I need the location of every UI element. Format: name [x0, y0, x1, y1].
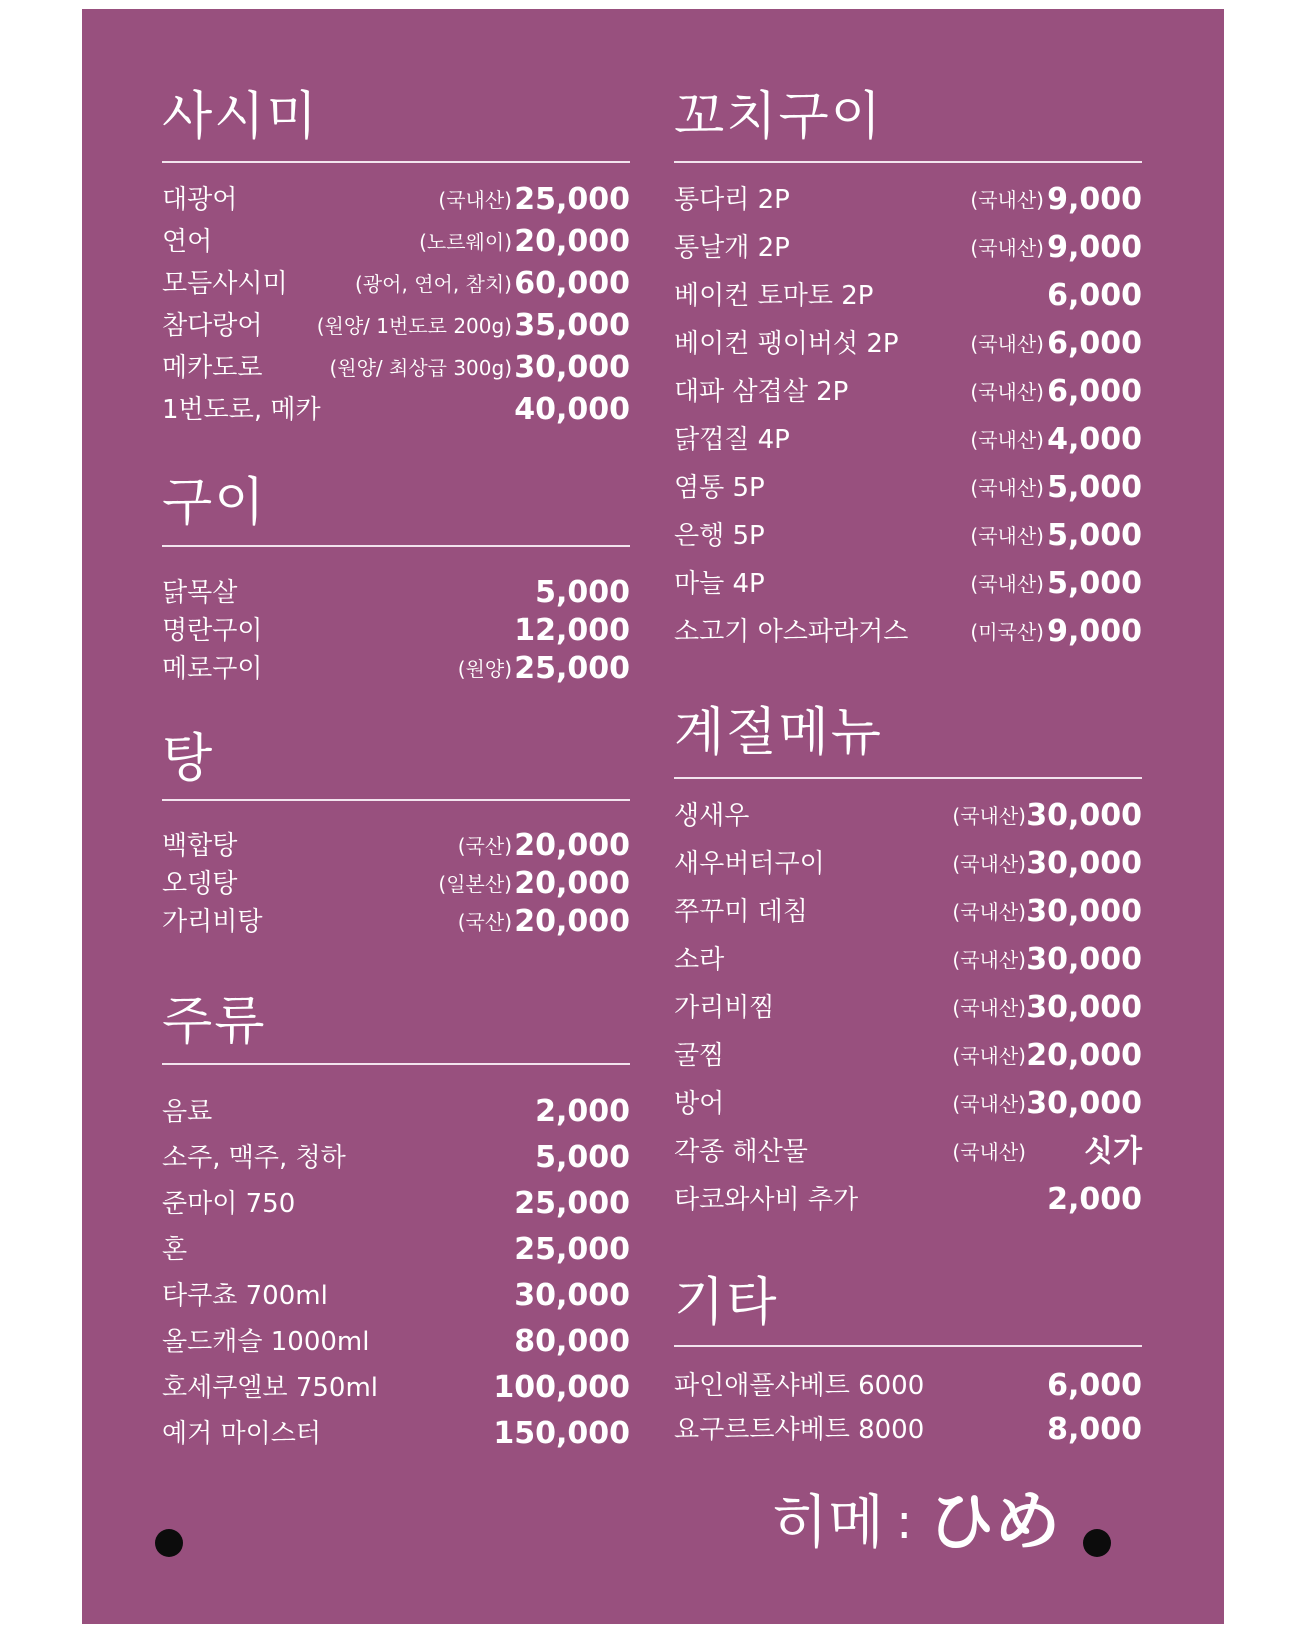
item-origin: (국내산) — [970, 380, 1044, 404]
section-divider — [162, 545, 630, 547]
section-divider — [162, 1063, 630, 1065]
item-origin: (원양) — [457, 657, 512, 681]
item-name: 메카도로 — [162, 353, 263, 383]
item-name: 각종 해산물 — [674, 1137, 808, 1167]
item-origin: (국내산) — [952, 804, 1026, 828]
item-price: 5,000 — [535, 1140, 630, 1175]
section-divider — [674, 1345, 1142, 1347]
menu-item — [674, 324, 1142, 360]
section-title: 계절메뉴 — [674, 703, 883, 763]
item-price: 25,000 — [514, 182, 630, 217]
menu-item — [162, 826, 630, 862]
item-price: 30,000 — [514, 1278, 630, 1313]
item-name: 소고기 아스파라거스 — [674, 617, 909, 647]
item-price: 30,000 — [1026, 894, 1142, 929]
item-price: 싯가 — [1084, 1134, 1142, 1169]
item-origin: (미국산) — [970, 620, 1044, 644]
item-name: 준마이 750 — [162, 1189, 296, 1219]
item-name: 베이컨 팽이버섯 2P — [674, 329, 899, 359]
item-price: 80,000 — [514, 1324, 630, 1359]
item-name: 타코와사비 추가 — [674, 1185, 859, 1215]
menu-item — [674, 420, 1142, 456]
item-price: 30,000 — [1026, 1086, 1142, 1121]
item-origin: (원양/ 최상급 300g) — [329, 356, 512, 380]
menu-item — [162, 306, 630, 342]
item-name: 대파 삼겹살 2P — [674, 377, 849, 407]
item-price: 9,000 — [1047, 614, 1142, 649]
menu-item — [162, 1230, 630, 1266]
item-origin: (국내산) — [970, 332, 1044, 356]
item-name: 염통 5P — [674, 473, 765, 503]
item-name: 올드캐슬 1000ml — [162, 1327, 370, 1357]
brand-separator: : — [896, 1494, 913, 1550]
item-name: 통날개 2P — [674, 233, 790, 263]
menu-item — [674, 988, 1142, 1024]
section-divider — [674, 161, 1142, 163]
item-price: 25,000 — [514, 1186, 630, 1221]
item-name: 방어 — [674, 1089, 725, 1119]
section-title: 구이 — [162, 473, 267, 533]
item-name: 호세쿠엘보 750ml — [162, 1373, 379, 1403]
item-origin: (국내산) — [970, 572, 1044, 596]
item-origin: (국내산) — [970, 428, 1044, 452]
item-name: 참다랑어 — [162, 311, 263, 341]
item-name: 굴찜 — [674, 1041, 725, 1071]
item-name: 새우버터구이 — [674, 849, 825, 879]
item-price: 100,000 — [493, 1370, 630, 1405]
menu-item — [162, 348, 630, 384]
item-name: 베이컨 토마토 2P — [674, 281, 874, 311]
menu-item — [674, 276, 1142, 312]
item-name: 생새우 — [674, 801, 750, 831]
item-price: 6,000 — [1047, 374, 1142, 409]
section-title: 기타 — [674, 1273, 779, 1333]
item-name: 타쿠쵸 700ml — [162, 1281, 328, 1311]
item-origin: (국내산) — [952, 1140, 1026, 1164]
menu-item — [162, 1368, 630, 1404]
item-name: 메로구이 — [162, 654, 263, 684]
item-origin: (국내산) — [970, 524, 1044, 548]
item-name: 닭목살 — [162, 578, 238, 608]
menu-item — [162, 1414, 630, 1450]
item-price: 35,000 — [514, 308, 630, 343]
menu-item — [674, 844, 1142, 880]
item-price: 20,000 — [514, 224, 630, 259]
menu-item — [674, 612, 1142, 648]
item-origin: (국내산) — [438, 188, 512, 212]
menu-item — [674, 372, 1142, 408]
item-origin: (일본산) — [438, 872, 512, 896]
item-name: 소라 — [674, 945, 725, 975]
item-price: 20,000 — [514, 904, 630, 939]
menu-item — [674, 228, 1142, 264]
item-price: 30,000 — [1026, 990, 1142, 1025]
item-origin: (국내산) — [952, 1092, 1026, 1116]
menu-item — [162, 1184, 630, 1220]
item-price: 2,000 — [1047, 1182, 1142, 1217]
mounting-hole-right — [1083, 1529, 1111, 1557]
item-price: 20,000 — [1026, 1038, 1142, 1073]
item-origin: (광어, 연어, 참치) — [355, 272, 512, 296]
item-origin: (국내산) — [952, 900, 1026, 924]
item-name: 쭈꾸미 데침 — [674, 897, 808, 927]
item-price: 5,000 — [535, 575, 630, 610]
item-name: 마늘 4P — [674, 569, 765, 599]
item-name: 연어 — [162, 227, 213, 257]
item-name: 가리비찜 — [674, 993, 775, 1023]
menu-item — [162, 1322, 630, 1358]
section-divider — [674, 777, 1142, 779]
menu-item — [162, 649, 630, 685]
item-price: 30,000 — [1026, 846, 1142, 881]
menu-item — [674, 1036, 1142, 1072]
item-price: 9,000 — [1047, 182, 1142, 217]
menu-item — [162, 611, 630, 647]
item-price: 2,000 — [535, 1094, 630, 1129]
menu-item — [674, 564, 1142, 600]
menu-item — [162, 902, 630, 938]
menu-item — [674, 892, 1142, 928]
item-price: 8,000 — [1047, 1412, 1142, 1447]
menu-item — [674, 796, 1142, 832]
menu-item — [674, 940, 1142, 976]
item-price: 9,000 — [1047, 230, 1142, 265]
item-name: 모듬사시미 — [162, 269, 288, 299]
item-price: 12,000 — [514, 613, 630, 648]
menu-item — [674, 1366, 1142, 1402]
menu-item — [674, 180, 1142, 216]
menu-item — [162, 864, 630, 900]
menu-item — [162, 573, 630, 609]
item-name: 음료 — [162, 1097, 213, 1127]
item-name: 혼 — [162, 1235, 188, 1265]
item-origin: (원양/ 1번도로 200g) — [316, 314, 512, 338]
menu-item — [162, 1138, 630, 1174]
item-name: 요구르트샤베트 8000 — [674, 1415, 925, 1445]
item-price: 40,000 — [514, 392, 630, 427]
item-price: 30,000 — [1026, 942, 1142, 977]
item-origin: (국내산) — [952, 996, 1026, 1020]
item-origin: (국내산) — [970, 236, 1044, 260]
item-origin: (노르웨이) — [419, 230, 512, 254]
section-title: 주류 — [162, 992, 267, 1052]
item-name: 백합탕 — [162, 831, 238, 861]
item-name: 소주, 맥주, 청하 — [162, 1143, 346, 1173]
item-price: 4,000 — [1047, 422, 1142, 457]
item-price: 5,000 — [1047, 470, 1142, 505]
section-title: 꼬치구이 — [674, 87, 883, 147]
menu-board — [82, 9, 1224, 1624]
item-price: 6,000 — [1047, 278, 1142, 313]
item-name: 대광어 — [162, 185, 238, 215]
section-title: 사시미 — [162, 87, 319, 147]
menu-item — [162, 180, 630, 216]
menu-item — [674, 1180, 1142, 1216]
item-origin: (국내산) — [970, 476, 1044, 500]
menu-item — [674, 468, 1142, 504]
menu-item — [162, 222, 630, 258]
item-price: 6,000 — [1047, 326, 1142, 361]
brand-japanese: ひめ — [928, 1483, 1061, 1560]
item-price: 25,000 — [514, 1232, 630, 1267]
menu-item — [162, 264, 630, 300]
brand-logo — [772, 1483, 1061, 1560]
item-name: 닭껍질 4P — [674, 425, 790, 455]
item-price: 20,000 — [514, 828, 630, 863]
section-title: 탕 — [162, 729, 215, 789]
item-origin: (국내산) — [970, 188, 1044, 212]
item-name: 오뎅탕 — [162, 869, 238, 899]
menu-item — [674, 1132, 1142, 1168]
item-name: 1번도로, 메카 — [162, 395, 321, 425]
menu-item — [162, 390, 630, 426]
item-price: 5,000 — [1047, 518, 1142, 553]
item-name: 은행 5P — [674, 521, 765, 551]
item-price: 30,000 — [1026, 798, 1142, 833]
section-divider — [162, 161, 630, 163]
menu-item — [674, 1084, 1142, 1120]
menu-item — [674, 1410, 1142, 1446]
item-name: 파인애플샤베트 6000 — [674, 1371, 925, 1401]
item-price: 20,000 — [514, 866, 630, 901]
item-name: 명란구이 — [162, 616, 263, 646]
item-name: 가리비탕 — [162, 907, 263, 937]
item-origin: (국내산) — [952, 852, 1026, 876]
item-origin: (국산) — [457, 834, 512, 858]
item-price: 6,000 — [1047, 1368, 1142, 1403]
item-price: 25,000 — [514, 651, 630, 686]
menu-item — [162, 1092, 630, 1128]
mounting-hole-left — [155, 1529, 183, 1557]
item-price: 30,000 — [514, 350, 630, 385]
menu-item — [162, 1276, 630, 1312]
item-price: 5,000 — [1047, 566, 1142, 601]
item-name: 통다리 2P — [674, 185, 790, 215]
item-name: 예거 마이스터 — [162, 1419, 321, 1449]
item-origin: (국산) — [457, 910, 512, 934]
brand-korean: 히메 — [772, 1488, 885, 1556]
menu-item — [674, 516, 1142, 552]
item-origin: (국내산) — [952, 1044, 1026, 1068]
item-price: 150,000 — [493, 1416, 630, 1451]
item-price: 60,000 — [514, 266, 630, 301]
section-divider — [162, 799, 630, 801]
item-origin: (국내산) — [952, 948, 1026, 972]
